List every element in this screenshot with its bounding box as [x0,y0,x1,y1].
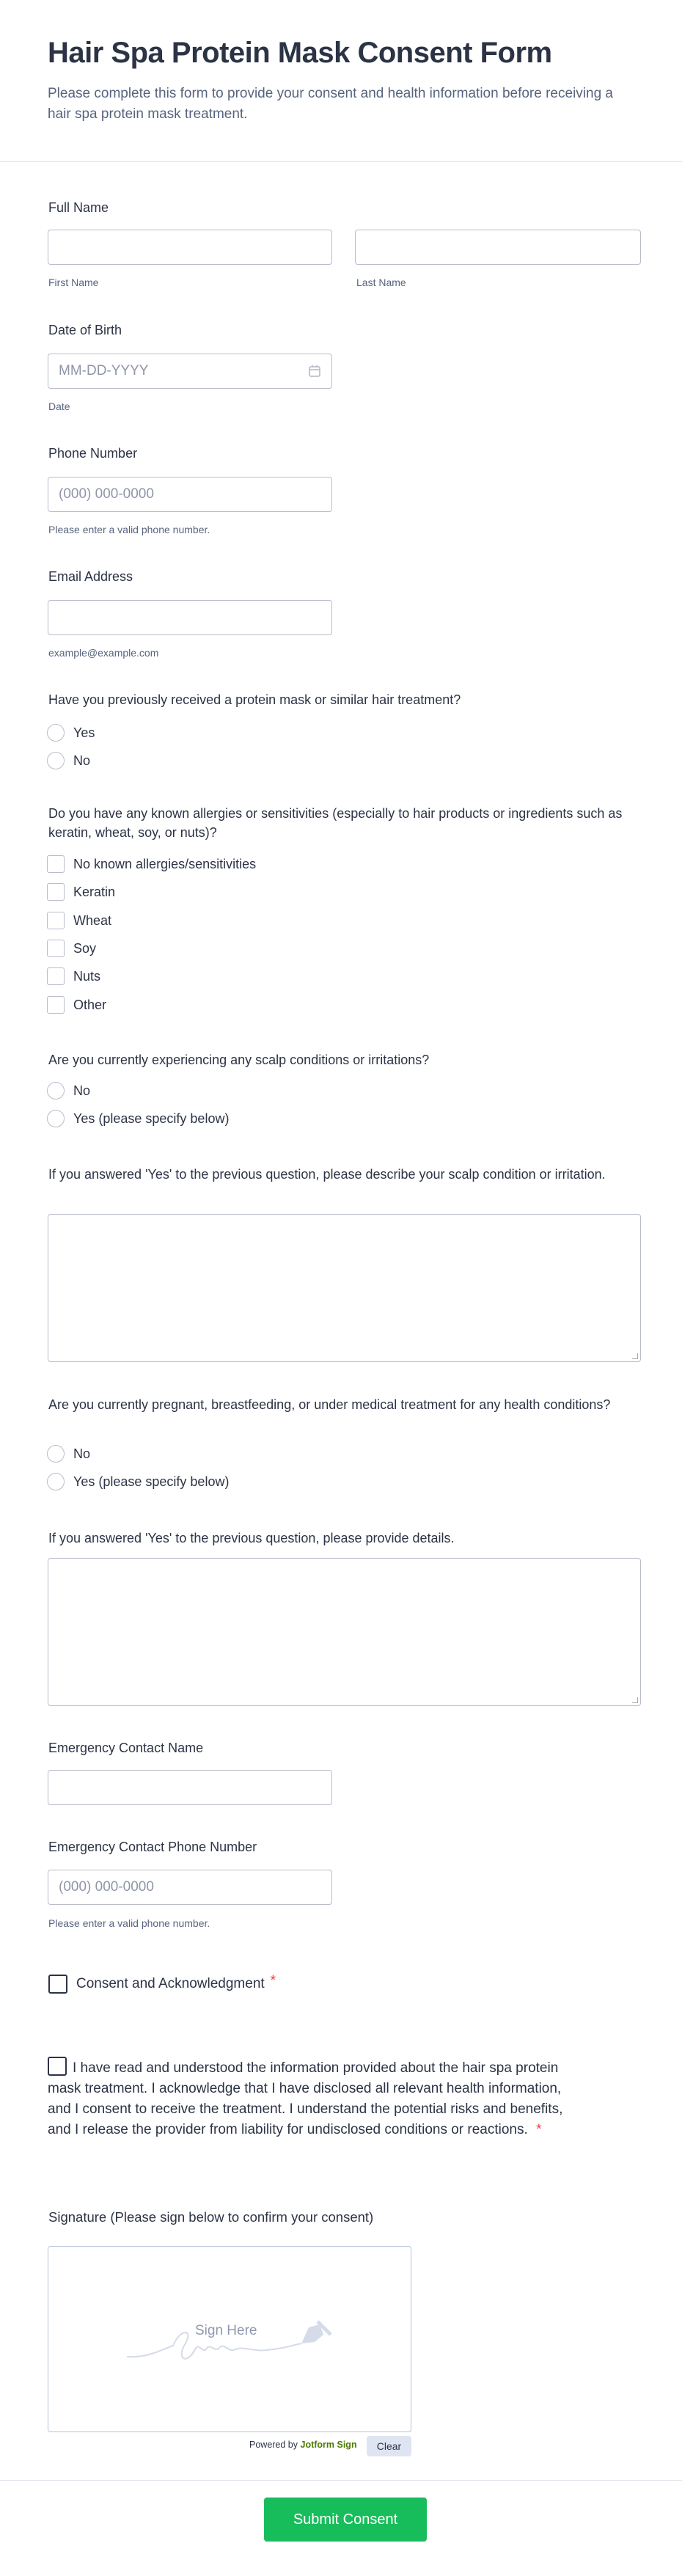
pregnant-detail-textarea[interactable] [48,1558,641,1706]
sign-here-placeholder: Sign Here [195,2323,257,2338]
option-label: Keratin [73,884,116,899]
option-label: No known allergies/sensitivities [73,856,257,871]
pregnant-yes-radio[interactable] [47,1471,229,1492]
previous-treatment-label: Have you previously received a protein mask or similar hair treatment? [48,692,461,707]
footer-divider [0,2480,682,2481]
option-label: Yes [73,725,95,740]
scalp-detail-label: If you answered 'Yes' to the previous question, please describe your scalp condition or irritation. [48,1167,606,1182]
emergency-phone-label: Emergency Contact Phone Number [48,1840,257,1854]
emergency-name-input[interactable] [48,1770,332,1805]
scalp-label: Are you currently experiencing any scalp conditions or irritations? [48,1053,430,1067]
full-name-label: Full Name [48,200,109,215]
allergy-option-nuts[interactable] [47,966,100,987]
allergies-label: Do you have any known allergies or sensitivities (especially to hair products or ingredients such as keratin, wheat, soy, or nuts)? [48,806,623,840]
jotform-sign-link[interactable]: Jotform Sign [300,2440,357,2450]
pregnant-no-radio[interactable] [47,1443,90,1464]
email-sublabel: example@example.com [48,647,159,659]
scalp-detail-textarea[interactable] [48,1214,641,1362]
option-label: Soy [73,940,97,956]
dob-input[interactable] [48,354,332,389]
dob-sublabel: Date [48,400,70,412]
submit-button[interactable]: Submit Consent [264,2498,427,2542]
radio-circle[interactable] [47,1110,65,1127]
first-name-sublabel: First Name [48,277,99,288]
emergency-name-label: Emergency Contact Name [48,1741,204,1755]
option-label: Wheat [73,912,112,928]
previous-no-radio[interactable] [47,750,90,771]
option-label: Nuts [73,968,101,984]
scalp-no-radio[interactable] [47,1080,90,1101]
signature-pad[interactable] [48,2246,411,2432]
phone-placeholder: (000) 000-0000 [59,486,154,502]
option-label: Yes (please specify below) [73,1110,230,1126]
pregnant-detail-label: If you answered 'Yes' to the previous question, please provide details. [48,1531,455,1545]
phone-sublabel: Please enter a valid phone number. [48,524,210,535]
radio-circle[interactable] [47,1082,65,1099]
allergy-option-keratin[interactable] [47,882,115,902]
first-name-input[interactable] [48,230,332,265]
acknowledge-row[interactable] [48,2057,576,2140]
checkbox[interactable] [47,912,65,929]
clear-signature-button[interactable]: Clear [367,2436,411,2456]
allergy-option-soy[interactable] [47,938,96,959]
emergency-phone-sublabel: Please enter a valid phone number. [48,1917,210,1929]
radio-circle[interactable] [47,724,65,742]
required-asterisk: * [536,2122,542,2137]
acknowledge-label: I have read and understood the information provided about the hair spa protein mask treatment. I acknowledge that I have disclosed all relevant health information, and I consent to receive the treatment. I understand the potential risks and benefits, and I release the provider from liability for undisclosed conditions or reactions. [48,2060,563,2137]
phone-input[interactable] [48,477,332,512]
scalp-yes-radio[interactable] [47,1108,229,1129]
resize-handle-icon[interactable] [632,1353,638,1359]
pregnant-label: Are you currently pregnant, breastfeeding, or under medical treatment for any health conditions? [48,1397,611,1412]
allergy-option-other[interactable] [47,995,106,1015]
dob-placeholder: MM-DD-YYYY [59,363,149,378]
consent-checkbox[interactable] [48,1975,67,1994]
signature-scribble-icon [125,2320,338,2364]
option-label: No [73,1083,91,1098]
powered-by [249,2440,357,2450]
emergency-phone-placeholder: (000) 000-0000 [59,1879,154,1895]
email-label: Email Address [48,569,133,584]
required-asterisk: * [270,1973,276,1988]
consent-label: Consent and Acknowledgment [76,1976,265,1991]
radio-circle[interactable] [47,1445,65,1463]
calendar-icon[interactable] [308,365,321,378]
page-title: Hair Spa Protein Mask Consent Form [48,37,552,69]
resize-handle-icon[interactable] [632,1697,638,1703]
checkbox[interactable] [47,967,65,985]
radio-circle[interactable] [47,752,65,769]
radio-circle[interactable] [47,1473,65,1490]
emergency-phone-input[interactable] [48,1870,332,1905]
option-label: No [73,1446,91,1461]
previous-yes-radio[interactable] [47,722,95,743]
allergy-option-wheat[interactable] [47,910,111,931]
option-label: Yes (please specify below) [73,1474,230,1489]
powered-by-text: Powered by [249,2440,298,2450]
header-divider [0,161,682,162]
option-label: No [73,753,91,768]
checkbox[interactable] [47,883,65,901]
option-label: Other [73,997,107,1012]
email-input[interactable] [48,600,332,635]
phone-label: Phone Number [48,446,138,461]
consent-checkbox-row[interactable] [48,1975,276,1994]
acknowledge-checkbox[interactable] [48,2057,67,2076]
page-subtitle: Please complete this form to provide your consent and health information before receiving a hair spa protein mask treatment. [48,86,613,122]
checkbox[interactable] [47,996,65,1014]
dob-label: Date of Birth [48,323,122,337]
signature-label: Signature (Please sign below to confirm your consent) [48,2209,374,2225]
allergy-option-none[interactable] [47,854,256,874]
checkbox[interactable] [47,855,65,873]
last-name-input[interactable] [355,230,641,265]
checkbox[interactable] [47,940,65,957]
last-name-sublabel: Last Name [356,277,406,288]
